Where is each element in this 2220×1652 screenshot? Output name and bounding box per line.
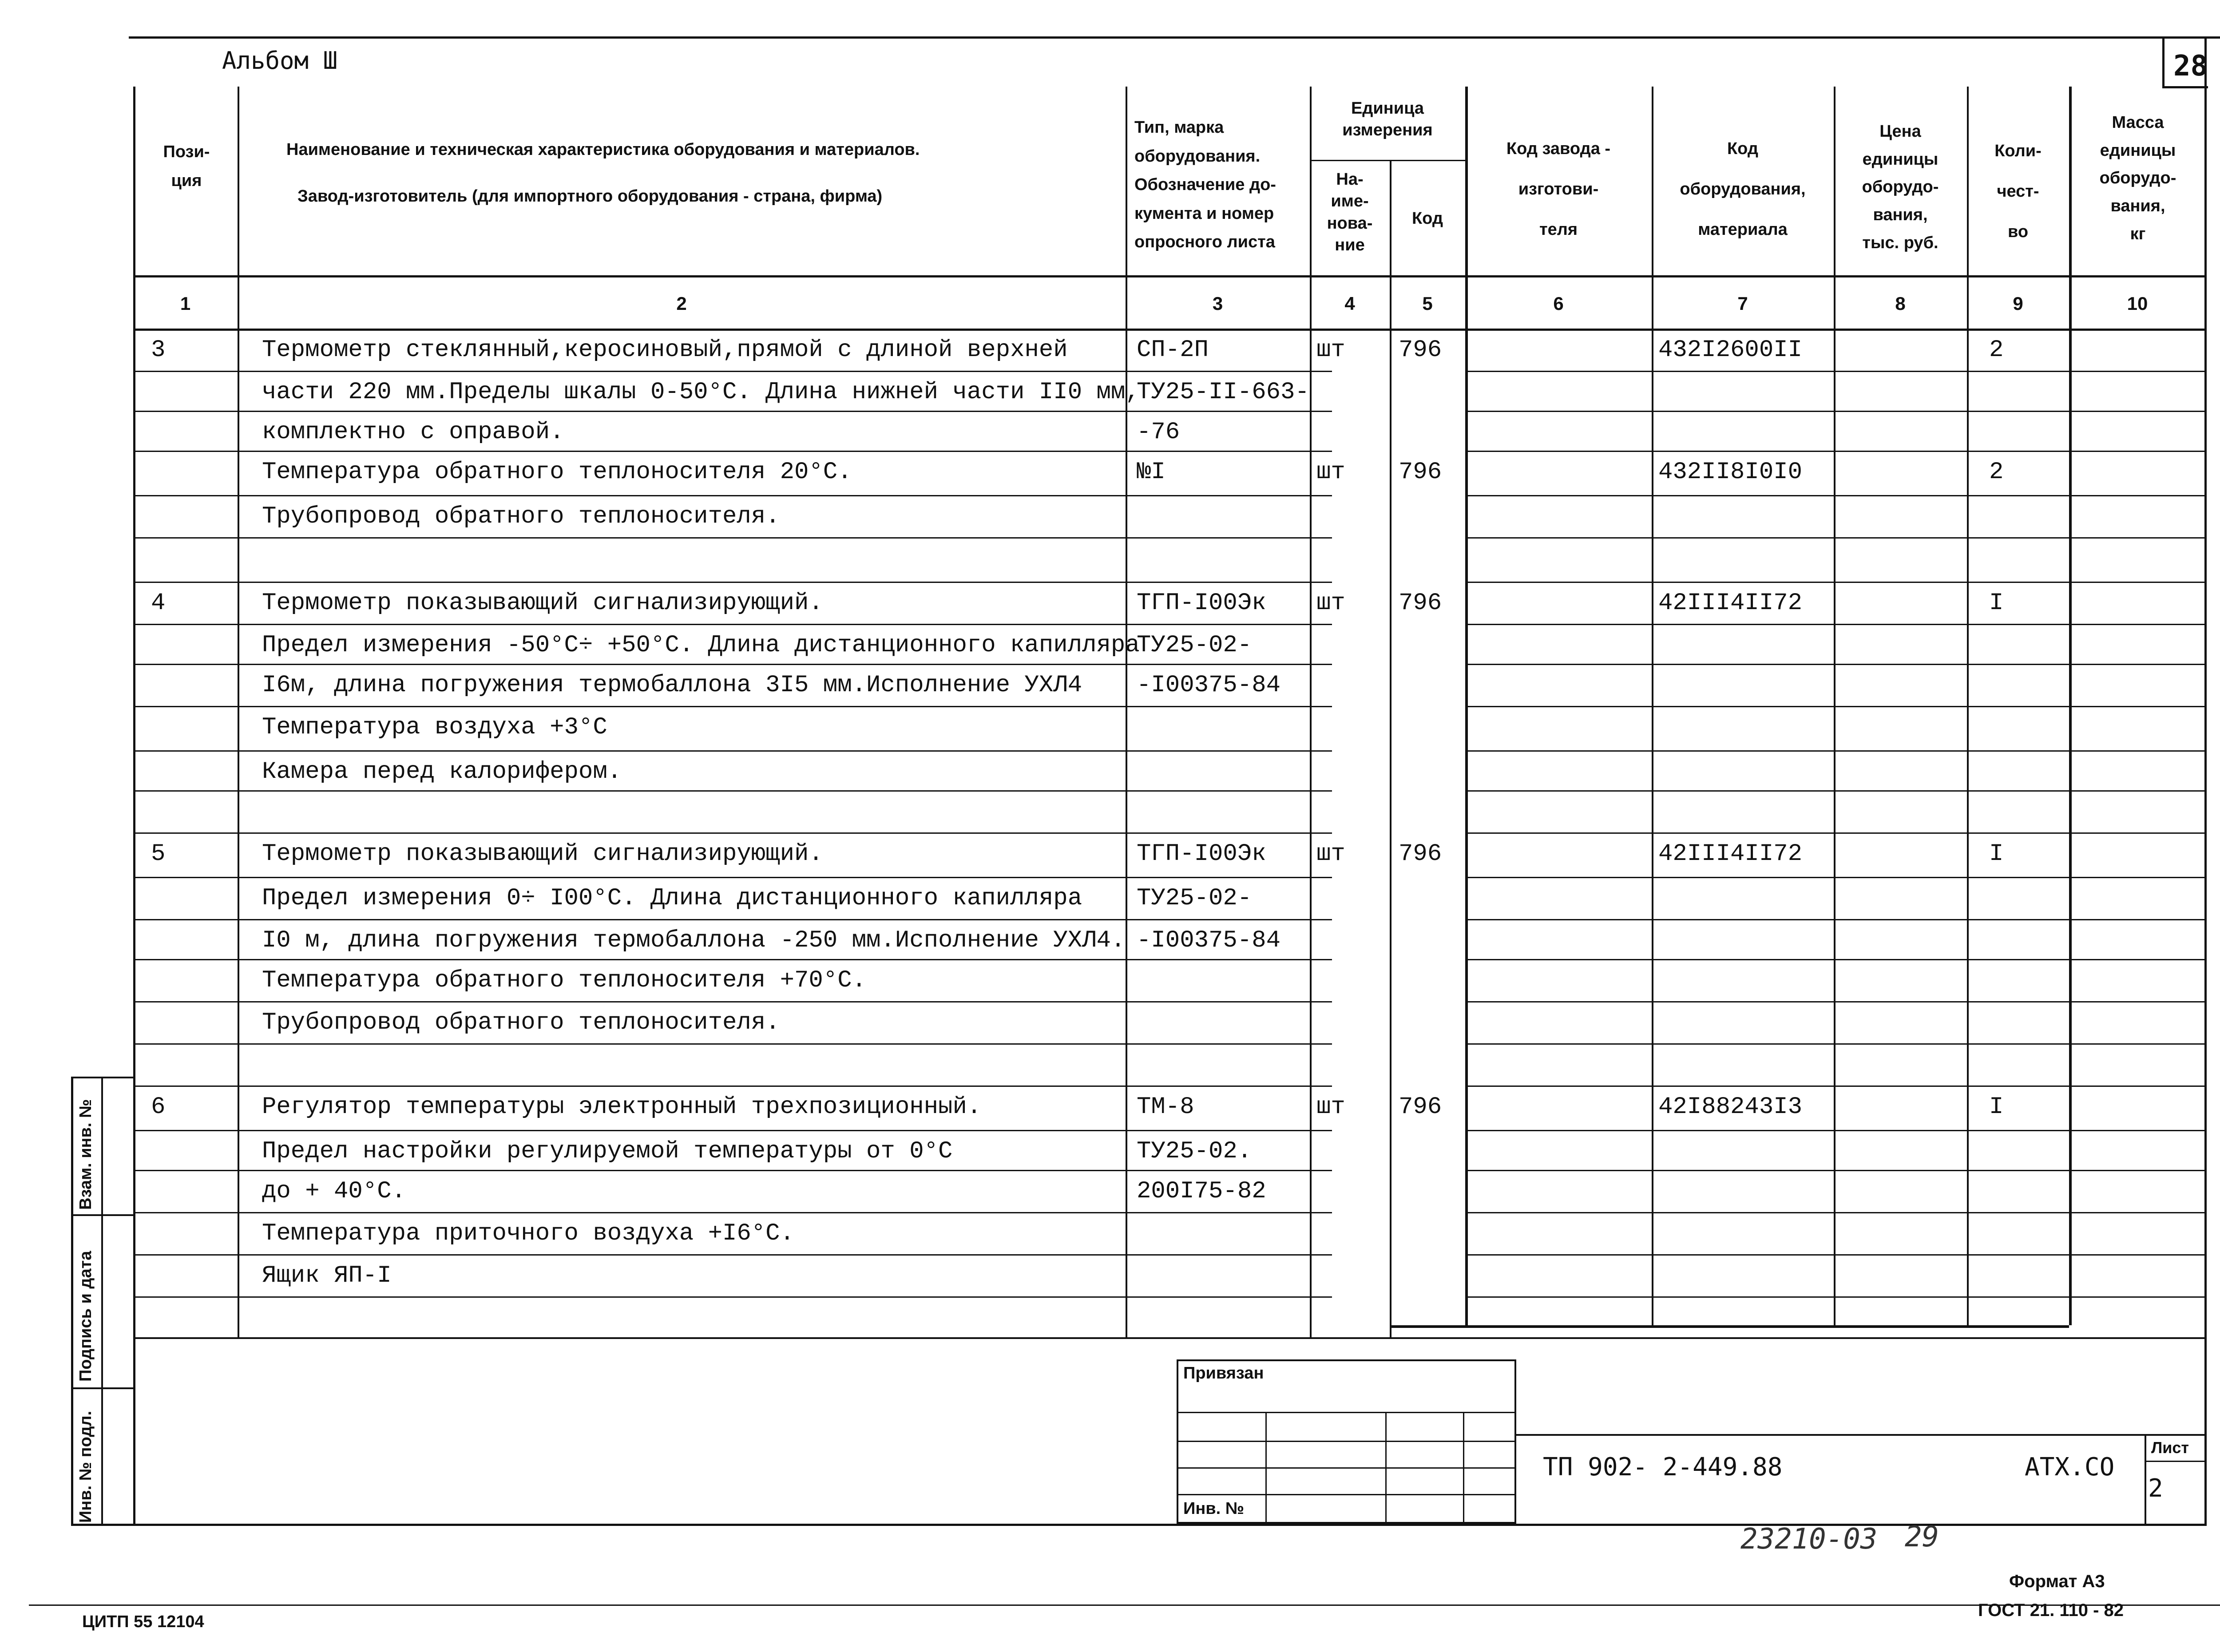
row-equipment-code: 42I88243I3: [1658, 1093, 1803, 1121]
row-type: ТУ25-02-: [1137, 632, 1252, 659]
side-label-inv-podl: Инв. № подл.: [76, 1410, 95, 1523]
citp-label: ЦИТП 55 12104: [82, 1612, 204, 1631]
inv-no-label: Инв. №: [1183, 1499, 1245, 1518]
row-name: Температура приточного воздуха +I6°С.: [262, 1220, 794, 1247]
row-line-left-21: [133, 1212, 1332, 1213]
list-box-left: [2145, 1434, 2146, 1525]
row-line-left-17: [133, 1043, 1332, 1045]
row-name: Предел измерения -50°С÷ +50°С. Длина дистанционного капилляра: [262, 632, 1140, 659]
row-line-left-1: [133, 371, 1332, 372]
side-panel-left: [71, 1077, 73, 1526]
page-trim-line: [29, 1604, 2220, 1606]
row-line-left-20: [133, 1170, 1332, 1171]
row-name: Предел настройки регулируемой температуры от 0°С: [262, 1138, 953, 1165]
row-unit: шт: [1316, 840, 1345, 868]
handwritten-number: 23210-03: [1740, 1523, 1878, 1556]
row-line-right-6: [1465, 582, 2206, 583]
gost-label: ГОСТ 21. 110 - 82: [1978, 1600, 2124, 1620]
side-panel-sep1: [71, 1214, 135, 1216]
row-line-left-19: [133, 1130, 1332, 1131]
row-line-right-20: [1465, 1170, 2206, 1171]
column-number: 10: [2127, 293, 2148, 314]
column-number: 8: [1895, 293, 1906, 314]
row-line-left-5: [133, 537, 1332, 539]
privyazan-vline1: [1265, 1412, 1267, 1524]
row-name: Термометр показывающий сигнализирующий.: [262, 590, 823, 617]
row-equipment-code: 432II8I0I0: [1658, 459, 1803, 486]
header-name-line2: Завод-изготовитель (для импортного оборудования - страна, фирма): [297, 187, 883, 206]
header-price: Цена единицы оборудо- вания, тыс. руб.: [1862, 122, 1939, 252]
row-type: -I00375-84: [1137, 672, 1281, 699]
row-line-right-9: [1465, 706, 2206, 707]
row-quantity: I: [1989, 840, 2004, 868]
header-position: Пози- ция: [163, 143, 210, 190]
row-line-left-23: [133, 1296, 1332, 1298]
row-line-right-1: [1465, 371, 2206, 372]
row-line-left-22: [133, 1254, 1332, 1256]
header-mass: Масса единицы оборудо- вания, кг: [2099, 113, 2176, 243]
list-box-mid: [2145, 1461, 2207, 1462]
doc-mark: АТХ.СО: [2025, 1453, 2115, 1482]
row-line-left-15: [133, 959, 1332, 960]
column-number: 4: [1344, 293, 1355, 314]
row-quantity: I: [1989, 1093, 2004, 1121]
row-position: 5: [151, 840, 166, 868]
row-unit-code: 796: [1399, 459, 1442, 486]
row-type: ТГП-I00Эк: [1137, 840, 1266, 868]
sheet-number-top: 28: [2173, 50, 2208, 83]
colnum-bottom-line: [133, 329, 2206, 331]
row-type: -I00375-84: [1137, 927, 1281, 954]
row-name: части 220 мм.Пределы шкалы 0-50°С. Длина нижней части II0 мм,: [262, 379, 1140, 406]
row-line-left-6: [133, 582, 1332, 583]
column-divider-2: [1126, 87, 1127, 1337]
row-quantity: I: [1989, 590, 2004, 617]
stamp-top-line: [133, 1337, 2207, 1339]
row-line-right-10: [1465, 750, 2206, 752]
row-line-right-5: [1465, 537, 2206, 539]
row-unit-code: 796: [1399, 1093, 1442, 1121]
row-line-left-8: [133, 664, 1332, 665]
header-unit-group: Единица измерения: [1342, 99, 1433, 140]
header-quantity: Коли- чест- во: [1994, 142, 2042, 242]
row-unit: шт: [1316, 337, 1345, 364]
row-name: Термометр стеклянный,керосиновый,прямой с длиной верхней: [262, 337, 1068, 364]
row-position: 6: [151, 1093, 166, 1121]
side-label-vzam: Взам. инв. №: [76, 1099, 95, 1210]
row-line-right-22: [1465, 1254, 2206, 1256]
header-type: Тип, марка оборудования. Обозначение до- кумента и номер опросного листа: [1134, 118, 1276, 252]
row-unit-code: 796: [1399, 337, 1442, 364]
privyazan-label: Привязан: [1183, 1364, 1264, 1383]
row-type: СП-2П: [1137, 337, 1209, 364]
row-type: ТУ25-02.: [1137, 1138, 1252, 1165]
row-name: до + 40°С.: [262, 1178, 406, 1205]
row-line-left-9: [133, 706, 1332, 707]
row-type: ТМ-8: [1137, 1093, 1194, 1121]
right-border: [2204, 36, 2207, 1524]
row-unit-code: 796: [1399, 590, 1442, 617]
heavy-bottom-line: [1390, 1325, 2069, 1328]
column-divider-4: [1390, 160, 1391, 1337]
privyazan-line2: [1177, 1441, 1516, 1442]
side-panel-mid: [101, 1077, 103, 1526]
column-number: 7: [1737, 293, 1748, 314]
column-number: 5: [1422, 293, 1433, 314]
row-line-right-12: [1465, 832, 2206, 834]
row-line-right-8: [1465, 664, 2206, 665]
row-unit-code: 796: [1399, 840, 1442, 868]
row-name: I6м, длина погружения термобаллона 3I5 мм.Исполнение УХЛ4: [262, 672, 1082, 699]
row-name: Температура воздуха +3°С: [262, 714, 607, 741]
row-line-left-10: [133, 750, 1332, 752]
row-type: ТУ25-02-: [1137, 885, 1252, 912]
row-line-left-18: [133, 1085, 1332, 1087]
side-panel-top: [71, 1077, 135, 1078]
row-name: комплектно с оправой.: [262, 419, 564, 446]
row-type: ТГП-I00Эк: [1137, 590, 1266, 617]
column-number: 3: [1212, 293, 1223, 314]
row-equipment-code: 432I2600II: [1658, 337, 1803, 364]
row-type: №I: [1137, 459, 1166, 486]
row-unit: шт: [1316, 590, 1345, 617]
row-name: Ящик ЯП-I: [262, 1262, 392, 1289]
list-label: Лист: [2151, 1438, 2189, 1457]
row-line-right-2: [1465, 411, 2206, 412]
row-line-right-7: [1465, 624, 2206, 625]
row-line-right-14: [1465, 919, 2206, 920]
row-line-left-13: [133, 877, 1332, 878]
unit-group-line: [1310, 160, 1465, 161]
privyazan-line1: [1177, 1412, 1516, 1413]
row-line-right-18: [1465, 1085, 2206, 1087]
row-line-right-13: [1465, 877, 2206, 878]
row-line-left-2: [133, 411, 1332, 412]
row-line-left-11: [133, 790, 1332, 792]
column-divider-1: [238, 87, 239, 1337]
row-name: Предел измерения 0÷ I00°С. Длина дистанционного капилляра: [262, 885, 1082, 912]
row-line-right-11: [1465, 790, 2206, 792]
privyazan-vline3: [1463, 1412, 1464, 1524]
header-equipment-code: Код оборудования, материала: [1680, 139, 1806, 239]
row-line-right-21: [1465, 1212, 2206, 1213]
top-border: [129, 36, 2220, 39]
header-factory-code: Код завода - изготови- теля: [1506, 139, 1611, 239]
row-line-right-19: [1465, 1130, 2206, 1131]
privyazan-line3: [1177, 1467, 1516, 1469]
row-line-left-7: [133, 624, 1332, 625]
doc-box-top: [1516, 1434, 2207, 1436]
row-line-left-14: [133, 919, 1332, 920]
row-line-right-15: [1465, 959, 2206, 960]
album-label: Альбом Ш: [222, 47, 338, 75]
row-line-right-16: [1465, 1001, 2206, 1002]
row-unit: шт: [1316, 1093, 1345, 1121]
row-quantity: 2: [1989, 337, 2004, 364]
header-name-line1: Наименование и техническая характеристика оборудования и материалов.: [286, 140, 920, 159]
row-name: Трубопровод обратного теплоносителя.: [262, 1009, 780, 1036]
header-unit-name: На- име- нова- ние: [1327, 170, 1373, 255]
header-bottom-line: [133, 275, 2206, 277]
column-number: 1: [180, 293, 191, 314]
row-line-right-17: [1465, 1043, 2206, 1045]
row-position: 4: [151, 590, 166, 617]
row-name: Трубопровод обратного теплоносителя.: [262, 503, 780, 530]
format-label: Формат А3: [2009, 1572, 2105, 1591]
row-quantity: 2: [1989, 459, 2004, 486]
row-equipment-code: 42III4II72: [1658, 840, 1803, 868]
row-line-right-4: [1465, 495, 2206, 496]
privyazan-vline2: [1385, 1412, 1387, 1524]
row-line-left-4: [133, 495, 1332, 496]
column-number: 9: [2013, 293, 2023, 314]
header-unit-code: Код: [1411, 209, 1443, 228]
side-panel-sep2: [71, 1387, 135, 1389]
handwritten-page: 29: [1905, 1521, 1939, 1553]
row-line-right-23: [1465, 1296, 2206, 1298]
row-equipment-code: 42III4II72: [1658, 590, 1803, 617]
side-label-podpis: Подпись и дата: [76, 1251, 95, 1382]
row-name: Регулятор температуры электронный трехпозиционный.: [262, 1093, 982, 1121]
row-unit: шт: [1316, 459, 1345, 486]
column-number: 2: [676, 293, 687, 314]
privyazan-line4: [1177, 1494, 1516, 1495]
row-line-left-16: [133, 1001, 1332, 1002]
row-line-left-12: [133, 832, 1332, 834]
row-position: 3: [151, 337, 166, 364]
row-name: Камера перед калорифером.: [262, 758, 622, 785]
bottom-border: [71, 1524, 2207, 1526]
column-divider-3: [1310, 87, 1312, 1337]
list-number: 2: [2148, 1474, 2163, 1503]
row-line-right-3: [1465, 451, 2206, 452]
doc-code: ТП 902- 2-449.88: [1543, 1453, 1783, 1482]
row-type: ТУ25-II-663-: [1137, 379, 1309, 406]
row-name: Термометр показывающий сигнализирующий.: [262, 840, 823, 868]
row-type: 200I75-82: [1137, 1178, 1266, 1205]
row-name: I0 м, длина погружения термобаллона -250 мм.Исполнение УХЛ4.: [262, 927, 1126, 954]
row-name: Температура обратного теплоносителя 20°С.: [262, 459, 852, 486]
column-number: 6: [1553, 293, 1564, 314]
row-type: -76: [1137, 419, 1180, 446]
row-line-left-3: [133, 451, 1332, 452]
row-name: Температура обратного теплоносителя +70°С.: [262, 967, 867, 994]
